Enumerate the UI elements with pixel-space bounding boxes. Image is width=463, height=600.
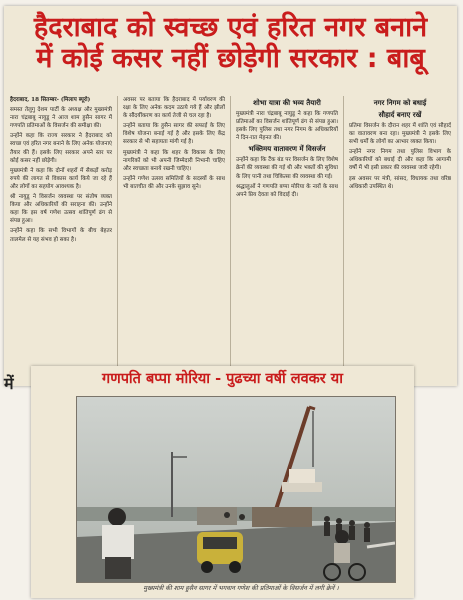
column-3-subhead: शोभा यात्रा की भव्य तैयारी — [253, 99, 321, 107]
photo-caption: मुख्यमंत्री की शाम हुसैन सागर में भगवान गणेश की प्रतिमाओं के विसर्जन में लगी क्रेनें । — [143, 585, 339, 592]
photo-clipping — [31, 366, 414, 598]
column-2-para: अवसर पर बताया कि हैदराबाद में पर्यावरण की रक्षा के लिए अनेक कदम उठाये गये हैं और झीलों के सौंदर्यीकरण का कार्य तेजी से चल रहा है। — [123, 97, 225, 120]
column-1 — [10, 96, 112, 380]
column-4-para: उन्होंने नगर निगम तथा पुलिस विभाग के अधिकारियों को बधाई दी और कहा कि आगामी वर्षों में भी इसी प्रकार की व्यवस्था जारी रहेगी। — [349, 149, 451, 172]
news-photo — [76, 396, 396, 583]
column-1-para: उन्होंने कहा कि राज्य सरकार ने हैदराबाद को स्वच्छ एवं हरित नगर बनाने के लिए अनेक योजनाएं तैयार की हैं। इसके लिए सरकार अपने स्तर पर कोई कसर नहीं छोड़ेगी। — [10, 133, 112, 164]
column-4-subhead: नगर निगम को बधाई — [373, 99, 427, 107]
photo-crane-immersion — [77, 397, 395, 582]
column-4 — [349, 96, 451, 380]
column-3 — [236, 96, 338, 380]
column-4-subhead: सौहार्द बनाए रखें — [378, 111, 422, 119]
column-1-para: श्री नायुडू ने विसर्जन व्यवस्था पर संतोष व्यक्त किया और अधिकारियों की सराहना की। उन्होंने कहा कि इस वर्ष गणेश उत्सव शांतिपूर्ण ढंग से संपन्न हुआ। — [10, 194, 112, 225]
headline-line-2: में कोई कसर नहीं छोड़ेगी सरकार : बाबू — [36, 43, 425, 75]
article-headline — [12, 12, 449, 74]
article-body — [10, 96, 451, 380]
column-1-para: उन्होंने कहा कि सभी विभागों के बीच बेहतर तालमेल से यह संभव हो सका है। — [10, 228, 112, 243]
column-1-para: मुख्यमंत्री ने कहा कि दोनों शहरों में सैकड़ों करोड़ रुपये की लागत से विकास कार्य किये जा रहे हैं और लोगों का सहयोग आवश्यक है। — [10, 167, 112, 190]
column-divider — [230, 96, 231, 380]
column-3-para: श्रद्धालुओं ने गणपति बप्पा मोरिया के नारों के साथ अपने प्रिय देवता को विदाई दी। — [236, 183, 338, 198]
column-2-para: उन्होंने बताया कि हुसैन सागर की सफाई के लिए विशेष योजना बनाई गई है और इसके लिए केंद्र सरकार से भी सहायता मांगी गई है। — [123, 123, 225, 146]
column-3-subhead: भक्तिमय वातावरण में विसर्जन — [248, 145, 326, 154]
column-3-para: उन्होंने कहा कि टैंक बंड पर विसर्जन के लिए विशेष क्रेनों की व्यवस्था की गई थी और भक्तों की सुविधा के लिए पानी तथा चिकित्सा की व्यवस्था की गई। — [236, 157, 338, 180]
photo-headline: गणपति बप्पा मोरिया - पुढच्या वर्षी लवकर या — [102, 371, 343, 387]
column-2 — [123, 96, 225, 380]
dateline: हैदराबाद, 18 सितम्बर- (मिलाप ब्यूरो) — [10, 97, 91, 103]
headline-line-1: हैदराबाद को स्वच्छ एवं हरित नगर बनाने — [33, 12, 428, 43]
column-4-para: प्रतिमा विसर्जन के दौरान शहर में शांति एवं सौहार्द का वातावरण बना रहा। मुख्यमंत्री ने इसके लिए सभी धर्मों के लोगों का आभार व्यक्त किया। — [349, 123, 451, 146]
column-3-para: मुख्यमंत्री नारा चंद्रबाबू नायुडू ने कहा कि गणपति प्रतिमाओं का विसर्जन शांतिपूर्ण ढंग से संपन्न हुआ। इसके लिए पुलिस तथा नगर निगम के अधिकारियों ने दिन-रात मेहनत की। — [236, 111, 338, 142]
article-clipping — [4, 6, 457, 386]
column-divider — [343, 96, 344, 380]
column-2-para: मुख्यमंत्री ने कहा कि शहर के विकास के लिए नागरिकों को भी अपनी जिम्मेदारी निभानी चाहिए और स्वच्छता बनाये रखनी चाहिए। — [123, 149, 225, 172]
column-1-para: समस्त तेलुगु देशम पार्टी के अध्यक्ष और मुख्यमंत्री नारा चंद्रबाबू नायुडू ने आज शाम हुसैन सागर में गणपति प्रतिमाओं के विसर्जन की समीक्षा की। — [10, 107, 112, 130]
cut-fragment-text: में — [4, 374, 14, 393]
column-divider — [117, 96, 118, 380]
column-4-para: इस अवसर पर मंत्री, सांसद, विधायक तथा वरिष्ठ अधिकारी उपस्थित थे। — [349, 175, 451, 190]
column-2-para: उन्होंने गणेश उत्सव समितियों के सदस्यों के साथ भी बातचीत की और उनके सुझाव सुने। — [123, 175, 225, 190]
